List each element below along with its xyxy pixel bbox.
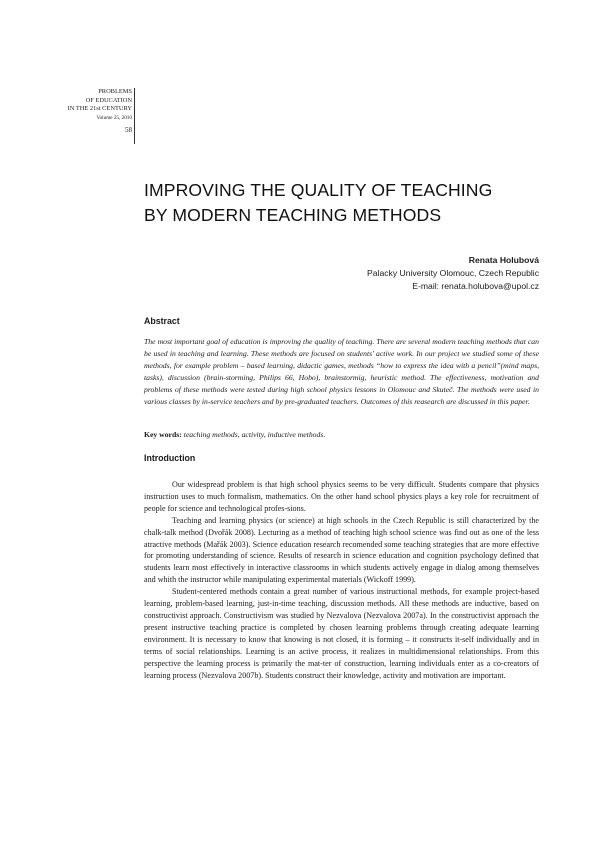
journal-name-line1: PROBLEMS xyxy=(98,88,132,95)
author-email: E-mail: renata.holubova@upol.cz xyxy=(412,281,539,291)
introduction-body xyxy=(144,479,539,681)
author-name: Renata Holubová xyxy=(468,255,539,265)
abstract-text: The most important goal of education is improving the quality of teaching. There are several modern teaching methods that can be used in teaching and learning. These methods are focused on students' active work. In our project we studied some of these methods, for example problem – based learning, didactic games, methods “how to express the idea with a pencil”(mind maps, tasks), discussion (brain-storming, Philips 66, Hobo), brainstormig, heuristic method. The effectiveness, motivation and problems of these methods were tested during high school physics lessons in Olomouc and Skuteč. The methods were used in various classes by in-service teachers and by pre-graduated teachers. Outcomes of this reasearch are discussed in this paper. xyxy=(144,337,539,406)
paragraph: Teaching and learning physics (or science) at high schools in the Czech Republic is still characterized by the chalk-talk method (Dvořák 2008). Lecturing as a method of teaching high school science was find out as one of the less atractive methods (Mařák 2003). Science education research recomended some teaching strategies that are more effective for promoting understanding of science. Results of research in science education and cognition psychology defined that students learn most effectively in interactive classrooms in which students actively engage in dialog among themselves and whith the instructor while manipulating experimental materials (Wickoff 1999). xyxy=(144,515,539,585)
journal-volume: Volume 25, 2010 xyxy=(96,114,132,121)
page-number: 58 xyxy=(125,126,132,134)
abstract-heading: Abstract xyxy=(144,316,180,326)
introduction-heading: Introduction xyxy=(144,453,196,463)
title-line-1: IMPROVING THE QUALITY OF TEACHING xyxy=(144,180,493,200)
paper-title xyxy=(144,178,564,228)
journal-name-line3: IN THE 21st CENTURY xyxy=(67,105,132,112)
journal-header xyxy=(60,88,132,135)
paragraph: Student-centered methods contain a great number of various instructional methods, for example project-based learning, problem-based learning, just-in-time teaching, discussion methods. All these methods are inductive, based on constructivist approach. Constructivism was studied by Nezvalova (Nezvalova 2007a). In the constructivist approach the present instructive teaching practice is completed by chosen learning problems through creating adequate learning environment. It is necessary to know that knowing is not closed, it is forming – it constructs it-self individually and in terms of social relationships. Learning is an active process, it realizes in multidimensional relationships. From this perspective the learning process is primarily the mat-ter of construction, learning individuals enter as a co-creators of learning process (Nezvalova 2007b). Students construct their knowledge, activity and motivation are important. xyxy=(144,587,539,680)
author-affiliation: Palacky University Olomouc, Czech Republic xyxy=(367,268,539,278)
keywords-text: teaching methods, activity, inductive methods. xyxy=(183,430,326,439)
author-block xyxy=(219,254,539,293)
journal-name-line2: OF EDUCATION xyxy=(85,96,132,104)
header-divider xyxy=(134,88,135,144)
keywords-label: Key words: xyxy=(144,430,182,439)
keywords-line xyxy=(144,430,539,439)
title-line-2: BY MODERN TEACHING METHODS xyxy=(144,205,442,225)
paragraph: Our widespread problem is that high school physics seems to be very difficult. Students compare that physics instruction uses to much formalism, mathematics. On the other hand school physics plays a key role for recruitment of people for science and technological profes-sions. xyxy=(144,480,539,513)
